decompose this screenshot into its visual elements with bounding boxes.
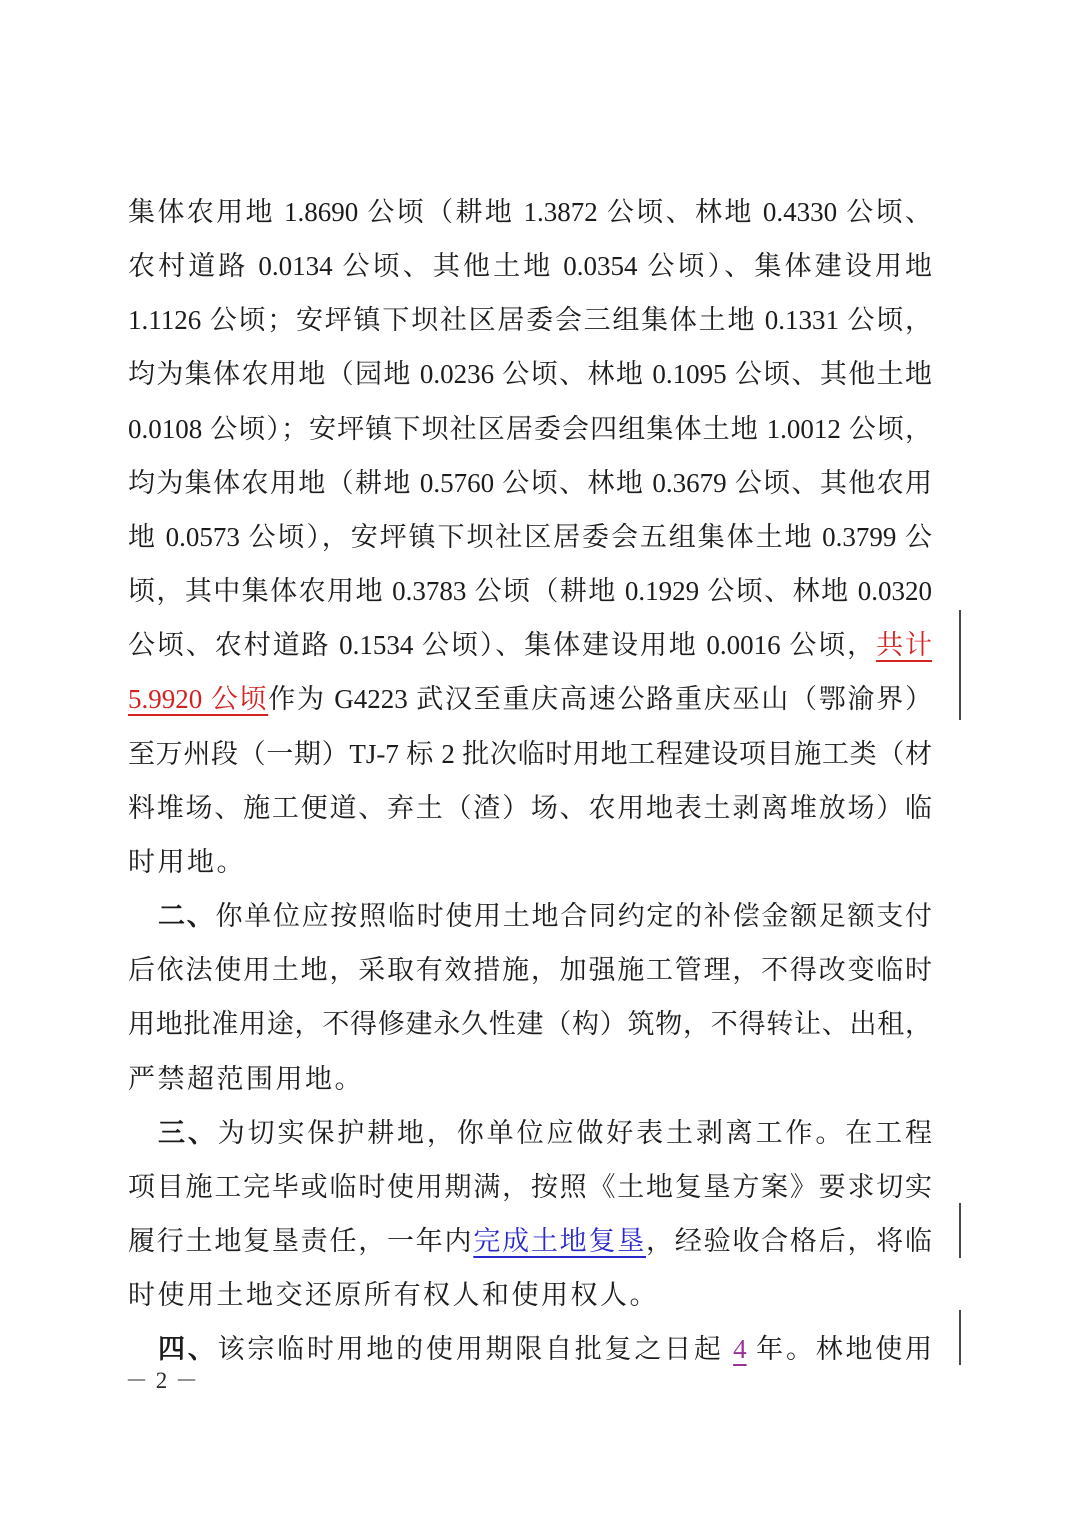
body-text: 顷，其中集体农用地 0.3783 公顷（耕地 0.1929 公顷、林地 0.0320 — [128, 576, 932, 607]
text-line-section-2 — [128, 889, 932, 943]
body-text: 严禁超范围用地。 — [128, 1063, 364, 1094]
body-text: 用地批准用途，不得修建永久性建（构）筑物，不得转让、出租， — [128, 1009, 932, 1040]
inserted-purple-text: 4 — [733, 1334, 747, 1365]
text-line-section-4 — [128, 1322, 932, 1376]
body-text: ，经验收合格后，将临 — [646, 1225, 933, 1256]
section-number: 三、 — [158, 1117, 218, 1148]
body-text: 公顷、农村道路 0.1534 公顷）、集体建设用地 0.0016 公顷， — [128, 630, 877, 661]
text-line — [128, 943, 932, 997]
reclamation-link[interactable]: 完成土地复垦 — [473, 1225, 647, 1256]
text-line — [128, 1214, 932, 1268]
body-text: 0.0108 公顷）；安坪镇下坝社区居委会四组集体土地 1.0012 公顷， — [128, 413, 932, 444]
body-text: 均为集体农用地（园地 0.0236 公顷、林地 0.1095 公顷、其他土地 — [128, 359, 932, 390]
body-text: 1.1126 公顷；安坪镇下坝社区居委会三组集体土地 0.1331 公顷， — [128, 305, 932, 336]
body-text: 该宗临时用地的使用期限自批复之日起 — [217, 1334, 734, 1365]
body-text: 项目施工完毕或临时使用期满，按照《土地复垦方案》要求切实 — [128, 1171, 932, 1202]
section-number: 二、 — [158, 901, 216, 932]
text-line — [128, 347, 932, 401]
revision-change-bar — [959, 1310, 961, 1365]
text-line — [128, 1160, 932, 1214]
body-text: 年。林地使用 — [746, 1334, 933, 1365]
section-number: 四、 — [158, 1334, 218, 1365]
text-line — [128, 1268, 932, 1322]
text-line — [128, 564, 932, 618]
text-line — [128, 727, 932, 781]
text-line — [128, 239, 932, 293]
body-text: 至万州段（一期）TJ-7 标 2 批次临时用地工程建设项目施工类（材 — [128, 738, 932, 769]
body-text: 时使用土地交还原所有权人和使用权人。 — [128, 1280, 659, 1311]
body-text: 农村道路 0.0134 公顷、其他土地 0.0354 公顷）、集体建设用地 — [128, 251, 932, 282]
inserted-red-text: 共计 — [876, 630, 933, 661]
body-text: 时用地。 — [128, 846, 246, 877]
body-text: 为切实保护耕地，你单位应做好表土剥离工作。在工程 — [217, 1117, 933, 1148]
body-text: 履行土地复垦责任，一年内 — [128, 1225, 474, 1256]
page-number: － 2 － — [125, 1368, 199, 1393]
revision-change-bar — [959, 1203, 961, 1258]
text-line — [128, 835, 932, 889]
body-text: 均为集体农用地（耕地 0.5760 公顷、林地 0.3679 公顷、其他农用 — [128, 467, 932, 498]
revision-change-bar — [959, 610, 961, 720]
text-line — [128, 781, 932, 835]
body-text: 作为 G4223 武汉至重庆高速公路重庆巫山（鄂渝界） — [268, 684, 932, 715]
text-line — [128, 293, 932, 347]
text-line — [128, 510, 932, 564]
body-text: 你单位应按照临时使用土地合同约定的补偿金额足额支付 — [215, 901, 933, 932]
body-text-column — [128, 185, 932, 1376]
body-text: 地 0.0573 公顷），安坪镇下坝社区居委会五组集体土地 0.3799 公 — [128, 521, 932, 552]
text-line — [128, 185, 932, 239]
text-line — [128, 456, 932, 510]
body-text: 集体农用地 1.8690 公顷（耕地 1.3872 公顷、林地 0.4330 公顷、 — [128, 197, 932, 227]
body-text: 后依法使用土地，采取有效措施，加强施工管理，不得改变临时 — [128, 955, 932, 986]
body-text: 料堆场、施工便道、弃土（渣）场、农用地表土剥离堆放场）临 — [128, 792, 932, 823]
text-line-section-3 — [128, 1106, 932, 1160]
text-line — [128, 402, 932, 456]
text-line — [128, 997, 932, 1051]
text-line — [128, 618, 932, 672]
text-line — [128, 672, 932, 726]
inserted-red-text: 5.9920 公顷 — [128, 684, 269, 715]
text-line — [128, 1052, 932, 1106]
